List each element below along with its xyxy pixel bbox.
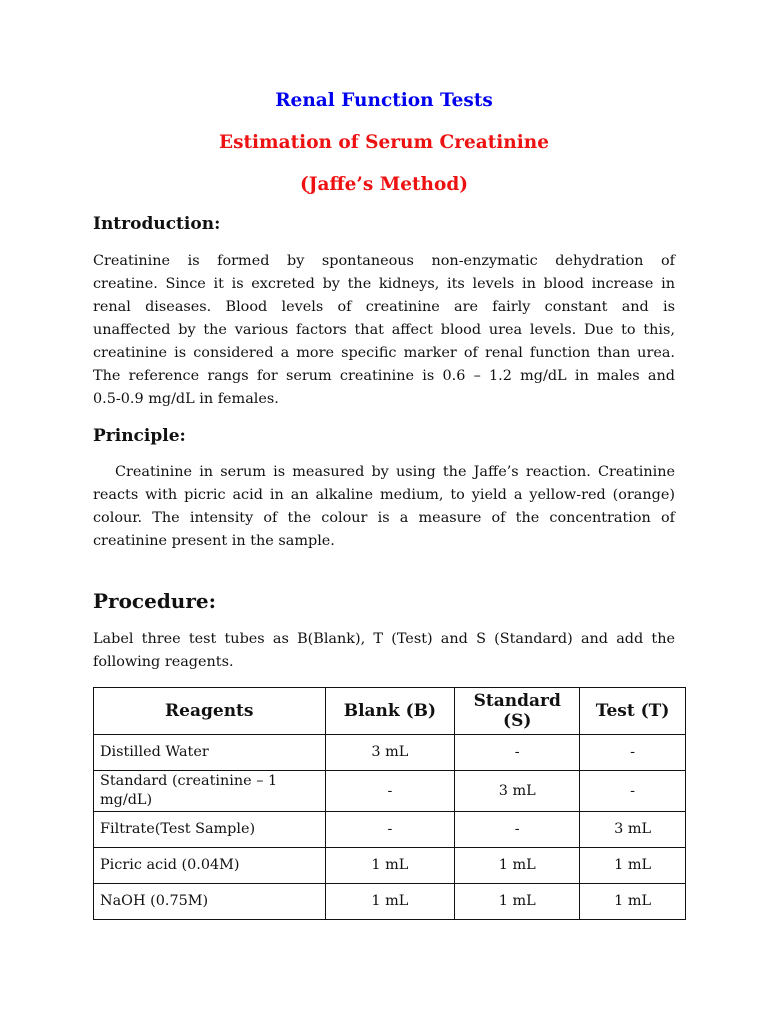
procedure-line: following reagents. bbox=[93, 654, 234, 670]
test-cell: 3 mL bbox=[580, 812, 686, 848]
test-cell: - bbox=[580, 771, 686, 812]
procedure-paragraph bbox=[93, 628, 675, 674]
table-row bbox=[94, 812, 686, 848]
column-header-test: Test (T) bbox=[580, 688, 686, 735]
principle-heading: Principle: bbox=[93, 426, 186, 446]
introduction-line: creatine. Since it is excreted by the kidneys, its levels in blood increase in bbox=[93, 276, 675, 292]
introduction-line: unaffected by the various factors that affect blood urea levels. Due to this, bbox=[93, 322, 675, 338]
reagent-name-cell: Distilled Water bbox=[94, 735, 326, 771]
reagent-name-cell: Standard (creatinine – 1 mg/dL) bbox=[94, 771, 326, 812]
introduction-line: 0.5-0.9 mg/dL in females. bbox=[93, 391, 279, 407]
test-cell: 1 mL bbox=[580, 848, 686, 884]
sub-title: Estimation of Serum Creatinine bbox=[218, 132, 550, 153]
table-row bbox=[94, 884, 686, 920]
column-header-standard: Standard (S) bbox=[455, 688, 580, 735]
reagent-name-cell: NaOH (0.75M) bbox=[94, 884, 326, 920]
standard-cell: - bbox=[455, 812, 580, 848]
principle-line: Creatinine in serum is measured by using the Jaffe’s reaction. Creatinine bbox=[115, 464, 675, 480]
standard-cell: - bbox=[455, 735, 580, 771]
principle-paragraph bbox=[93, 461, 675, 553]
procedure-heading: Procedure: bbox=[93, 589, 216, 613]
column-header-reagents: Reagents bbox=[94, 688, 326, 735]
table-row bbox=[94, 848, 686, 884]
principle-line: colour. The intensity of the colour is a measure of the concentration of bbox=[93, 510, 675, 526]
method-title: (Jaffe’s Method) bbox=[299, 174, 469, 195]
blank-cell: 1 mL bbox=[325, 848, 455, 884]
blank-cell: 3 mL bbox=[325, 735, 455, 771]
introduction-line: Creatinine is formed by spontaneous non-enzymatic dehydration of bbox=[93, 253, 675, 269]
table-header-row bbox=[94, 688, 686, 735]
introduction-line: renal diseases. Blood levels of creatinine are fairly constant and is bbox=[93, 299, 675, 315]
test-cell: - bbox=[580, 735, 686, 771]
introduction-paragraph bbox=[93, 250, 675, 411]
standard-cell: 1 mL bbox=[455, 884, 580, 920]
reagent-name-cell: Filtrate(Test Sample) bbox=[94, 812, 326, 848]
procedure-line: Label three test tubes as B(Blank), T (Test) and S (Standard) and add the bbox=[93, 631, 675, 647]
reagent-name-cell: Picric acid (0.04M) bbox=[94, 848, 326, 884]
column-header-blank: Blank (B) bbox=[325, 688, 455, 735]
table-row bbox=[94, 735, 686, 771]
standard-cell: 1 mL bbox=[455, 848, 580, 884]
reagents-table bbox=[93, 687, 686, 920]
blank-cell: - bbox=[325, 812, 455, 848]
introduction-line: The reference rangs for serum creatinine is 0.6 – 1.2 mg/dL in males and bbox=[93, 368, 675, 384]
test-cell: 1 mL bbox=[580, 884, 686, 920]
introduction-line: creatinine is considered a more specific marker of renal function than urea. bbox=[93, 345, 675, 361]
blank-cell: 1 mL bbox=[325, 884, 455, 920]
main-title: Renal Function Tests bbox=[275, 90, 493, 111]
blank-cell: - bbox=[325, 771, 455, 812]
standard-cell: 3 mL bbox=[455, 771, 580, 812]
principle-line: creatinine present in the sample. bbox=[93, 533, 335, 549]
introduction-heading: Introduction: bbox=[93, 214, 221, 234]
table-row bbox=[94, 771, 686, 812]
principle-line: reacts with picric acid in an alkaline medium, to yield a yellow-red (orange) bbox=[93, 487, 675, 503]
